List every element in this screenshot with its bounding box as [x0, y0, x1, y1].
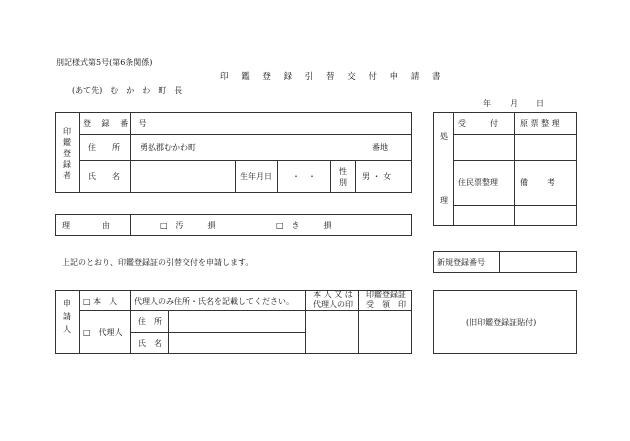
date-day: 日: [536, 99, 544, 108]
receipt-header: 印鑑登録証 受 領 印: [366, 290, 406, 309]
reception-label: 受 付: [458, 119, 498, 128]
date-year: 年: [483, 99, 491, 108]
address-label: 住 所: [88, 143, 120, 152]
form-title: 印 鑑 登 録 引 替 交 付 申 請 書: [220, 72, 446, 82]
office-table: [433, 112, 577, 226]
applicant-proxy-option[interactable]: □ 代理人: [83, 328, 123, 337]
birthdate-label: 生年月日: [240, 172, 272, 181]
birthdate-dots: ・ ・: [292, 172, 316, 181]
new-reg-label: 新規登録番号: [437, 258, 485, 267]
old-card-note: (旧印鑑登録証貼付): [466, 318, 537, 327]
application-statement: 上記のとおり、印鑑登録証の引替交付を申請します。: [62, 258, 254, 267]
office-section-label-1: 処: [440, 132, 448, 141]
addressee: (あて先) む か わ 町 長: [72, 86, 183, 95]
date-month: 月: [510, 99, 518, 108]
seal-header: 本 人 又 は 代理人の印: [313, 290, 353, 309]
registrant-section-label: 印鑑登録者: [63, 127, 71, 180]
reg-no-field[interactable]: [131, 113, 411, 134]
banchi-label: 番地: [372, 143, 388, 152]
proxy-name-field[interactable]: [169, 333, 304, 353]
reg-no-label: 登 録 番 号: [83, 119, 151, 128]
applicant-self-option[interactable]: □ 本 人: [83, 297, 118, 306]
address-value: 勇払郡むかわ町: [140, 143, 196, 152]
form-number: 別記様式第5号(第6条関係): [56, 58, 153, 67]
sex-label: 性別: [339, 167, 347, 187]
original-check-label: 原 票 整 理: [520, 119, 560, 128]
applicant-section-label: 申請人: [63, 299, 71, 334]
reason-option-damaged[interactable]: □ き 損: [276, 221, 332, 230]
proxy-note: 代理人のみ住所・氏名を記載してください。: [134, 297, 294, 306]
sex-options: 男 ・ 女: [362, 172, 392, 181]
new-reg-field[interactable]: [500, 252, 576, 272]
office-section-label-2: 理: [440, 196, 448, 205]
reason-option-soiled[interactable]: □ 汚 損: [160, 221, 216, 230]
name-field[interactable]: [131, 161, 235, 192]
resident-label: 住民票整理: [458, 178, 498, 187]
proxy-address-label: 住 所: [138, 317, 162, 326]
proxy-address-field[interactable]: [169, 311, 304, 332]
remarks-label: 備 考: [520, 178, 556, 187]
reason-label: 理 由: [62, 221, 110, 230]
proxy-name-label: 氏 名: [138, 339, 162, 348]
name-label: 氏 名: [88, 172, 120, 181]
